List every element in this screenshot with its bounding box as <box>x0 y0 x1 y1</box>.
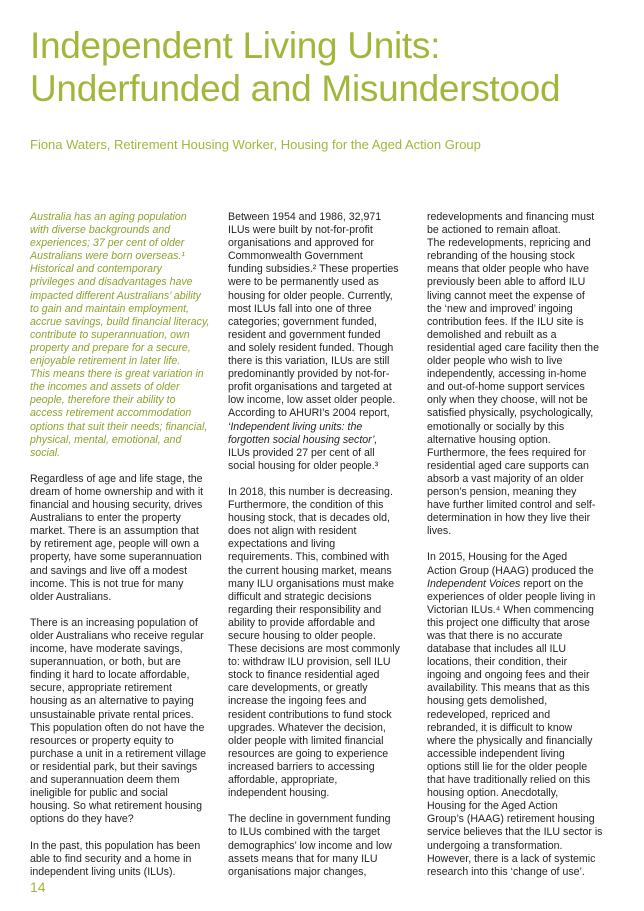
text-line: According to AHURI’s 2004 report, <box>228 407 390 420</box>
text-line: the incomes and assets of older <box>30 381 180 394</box>
text-line: funding subsidies.² These properties <box>228 263 399 276</box>
text-line: social. <box>30 446 61 459</box>
text-line: older people with limited financial <box>228 734 384 747</box>
text-line: Historical and contemporary <box>30 263 162 276</box>
text-line: older people who wish to live <box>427 355 563 368</box>
text-line: independently, accessing in-home <box>427 368 587 381</box>
body-paragraph <box>427 211 612 538</box>
text-line: This means there is great variation in <box>30 368 204 381</box>
text-line: Australians to enter the property <box>30 512 181 525</box>
text-line: determination in how they live their <box>427 512 591 525</box>
text-line: ILUs provided 27 per cent of all <box>228 446 375 459</box>
text-line: options that suit their needs; financial, <box>30 420 208 433</box>
text-line: low income, low asset older people. <box>228 394 396 407</box>
text-line: person’s pension, meaning they <box>427 485 577 498</box>
text-line: able to find security and a home in <box>30 852 192 865</box>
text-line: people, therefore their ability to <box>30 394 176 407</box>
text-line: and superannuation deem them <box>30 774 180 787</box>
body-paragraph <box>427 551 612 878</box>
text-line: Action Group (HAAG) produced the <box>427 564 594 577</box>
text-line: housing stock, that is decades old, <box>228 512 390 525</box>
text-line: housing. So what retirement housing <box>30 800 202 813</box>
text-line: dream of home ownership and with it <box>30 485 204 498</box>
text-line: resources or property equity to <box>30 734 174 747</box>
text-line: only when they choose, will not be <box>427 394 588 407</box>
text-line: financial and housing security, drives <box>30 499 203 512</box>
text-line: or residential park, but their savings <box>30 760 198 773</box>
text-line: forgotten social housing sector’, <box>228 433 378 446</box>
intro-paragraph <box>30 211 210 460</box>
text-line: Commonwealth Government <box>228 250 363 263</box>
text-line: ingoing and ongoing fees and their <box>427 669 590 682</box>
text-line: residential aged care facility then the <box>427 341 599 354</box>
text-line: Furthermore, the fees required for <box>427 446 586 459</box>
text-line: database that includes all ILU <box>427 643 566 656</box>
text-line: contribution fees. If the ILU site is <box>427 315 584 328</box>
text-line: housing gets demolished, <box>427 695 548 708</box>
text-line: locations, their condition, their <box>427 656 568 669</box>
body-paragraph <box>228 813 408 878</box>
text-line: housing option. Anecdotally, <box>427 787 559 800</box>
text-line: regarding their responsibility and <box>228 603 382 616</box>
text-line: undergoing a transformation. <box>427 839 563 852</box>
text-line: affordable, appropriate, <box>228 774 338 787</box>
text-line: increase the ingoing fees and <box>228 695 367 708</box>
text-line: absorb a vast majority of an older <box>427 472 584 485</box>
text-line: In 2018, this number is decreasing. <box>228 485 393 498</box>
text-line: the ‘new and improved’ ingoing <box>427 302 573 315</box>
text-line: Between 1954 and 1986, 32,971 <box>228 211 382 223</box>
text-line: that have traditionally relied on this <box>427 774 591 787</box>
text-line: means that older people who have <box>427 263 589 276</box>
text-line: options still lie for the older people <box>427 760 588 773</box>
text-line: Australia has an aging population <box>30 211 187 223</box>
text-line: older Australians who receive regular <box>30 630 204 642</box>
text-line: increased barriers to accessing <box>228 760 375 773</box>
text-line: This population often do not have the <box>30 721 205 734</box>
text-line: physical, mental, emotional, and <box>30 433 182 446</box>
text-line: Housing for the Aged Action <box>427 800 558 813</box>
text-line: housing as an alternative to paying <box>30 695 194 708</box>
title-line-1: Independent Living Units: <box>30 25 441 66</box>
text-line: finding it hard to locate affordable, <box>30 669 190 682</box>
text-line: Regardless of age and life stage, the <box>30 472 203 485</box>
text-line: Australians were born overseas.¹ <box>30 250 185 263</box>
page-number: 14 <box>30 879 46 895</box>
text-line: property, have some superannuation <box>30 551 202 564</box>
body-paragraph <box>228 486 408 800</box>
text-line: living cannot meet the expense of <box>427 289 585 302</box>
text-line: These decisions are most commonly <box>228 643 400 656</box>
text-line: this project one difficulty that arose <box>427 616 590 629</box>
text-line: residential aged care supports can <box>427 459 589 472</box>
body-paragraph <box>30 840 210 879</box>
text-line: to gain and maintain employment, <box>30 302 189 315</box>
text-line: accessible independent living <box>427 747 565 760</box>
text-line: predominantly provided by not-for- <box>228 368 390 381</box>
text-column-1 <box>30 211 210 879</box>
text-line: and out-of-home support services <box>427 381 585 394</box>
text-line: care developments, or greatly <box>228 682 368 695</box>
text-line: to ILUs combined with the target <box>228 826 380 839</box>
text-line: lives. <box>427 525 452 538</box>
text-line: ability to provide affordable and <box>228 616 376 629</box>
text-line: independent housing. <box>228 787 330 800</box>
text-line: emotionally or socially by this <box>427 420 565 433</box>
text-line: However, there is a lack of systemic <box>427 852 596 865</box>
text-line: availability. This means that as this <box>427 682 590 695</box>
body-paragraph <box>30 617 210 827</box>
text-line: Furthermore, the condition of this <box>228 499 384 512</box>
text-line: market. There is an assumption that <box>30 525 199 538</box>
text-line: social housing for older people.³ <box>228 459 379 472</box>
text-line: In the past, this population has been <box>30 839 201 852</box>
text-line: superannuation, or both, but are <box>30 656 181 669</box>
article-title <box>30 24 630 110</box>
text-line: demographics’ low income and low <box>228 839 392 852</box>
text-line: rebranding of the housing stock <box>427 250 575 263</box>
title-line-2: Underfunded and Misunderstood <box>30 68 561 109</box>
text-line: rebranded, it is difficult to know <box>427 721 573 734</box>
text-line: privileges and disadvantages have <box>30 276 193 289</box>
text-line: secure, appropriate retirement <box>30 682 172 695</box>
text-column-2 <box>228 211 408 879</box>
text-line: and savings and live off a modest <box>30 564 188 577</box>
text-line: ‘Independent living units: the <box>228 420 363 433</box>
text-line: many ILU organisations must make <box>228 577 395 590</box>
text-line: options do they have? <box>30 813 134 826</box>
text-column-3 <box>427 211 612 879</box>
text-line: redeveloped, repriced and <box>427 708 551 721</box>
author-byline: Fiona Waters, Retirement Housing Worker, Housing for the Aged Action Group <box>30 137 481 152</box>
text-line: to: withdraw ILU provision, sell ILU <box>228 656 391 669</box>
body-paragraph <box>228 211 408 473</box>
text-line: enjoyable retirement in later life. <box>30 355 181 368</box>
text-line: difficult and strategic decisions <box>228 590 372 603</box>
text-line: be actioned to remain afloat. <box>427 224 561 237</box>
text-line: previously been able to afford ILU <box>427 276 586 289</box>
text-line: service believes that the ILU sector is <box>427 826 603 839</box>
text-line: were to be permanently used as <box>228 276 379 289</box>
text-line: ILUs were built by not-for-profit <box>228 224 373 237</box>
text-line: profit organisations and targeted at <box>228 381 392 394</box>
text-line: purchase a unit in a retirement village <box>30 747 207 760</box>
text-line: access retirement accommodation <box>30 407 192 420</box>
text-line: resident and government funded <box>228 328 381 341</box>
text-line: assets means that for many ILU <box>228 852 378 865</box>
text-line: categories; government funded, <box>228 315 377 328</box>
text-line: expectations and living <box>228 538 336 551</box>
text-line: experiences; 37 per cent of older <box>30 237 185 250</box>
text-line: accrue savings, build financial literacy, <box>30 315 210 328</box>
text-line: There is an increasing population of <box>30 616 198 629</box>
text-line: where the physically and financially <box>427 734 593 747</box>
body-paragraph <box>30 473 210 604</box>
text-line: redevelopments and financing must <box>427 211 595 223</box>
text-line: have further limited control and self- <box>427 499 596 512</box>
text-line: experiences of older people living in <box>427 590 596 603</box>
text-line: most ILUs fall into one of three <box>228 302 372 315</box>
text-line: The redevelopments, repricing and <box>427 237 591 250</box>
text-line: ineligible for public and social <box>30 787 168 800</box>
text-line: satisfied physically, psychologically, <box>427 407 594 420</box>
text-line: by retirement age, people will own a <box>30 538 200 551</box>
text-line: demolished and rebuilt as a <box>427 328 557 341</box>
text-line: older Australians. <box>30 590 112 603</box>
text-line: unsustainable private rental prices. <box>30 708 194 721</box>
text-line: resident contributions to fund stock <box>228 708 392 721</box>
text-line: there is this variation, ILUs are still <box>228 355 390 368</box>
text-line: contribute to superannuation, own <box>30 328 190 341</box>
text-line: Independent Voices report on the <box>427 577 584 590</box>
text-line: independent living units (ILUs). <box>30 865 176 878</box>
text-line: resources are going to experience <box>228 747 389 760</box>
text-line: was that there is no accurate <box>427 630 563 642</box>
text-line: income, have moderate savings, <box>30 643 183 656</box>
text-line: the current housing market, means <box>228 564 392 577</box>
text-line: alternative housing option. <box>427 433 551 446</box>
text-line: research into this ‘change of use’. <box>427 865 585 878</box>
text-line: secure housing to older people. <box>228 630 376 642</box>
text-line: Group’s (HAAG) retirement housing <box>427 813 595 826</box>
text-line: requirements. This, combined with <box>228 551 390 564</box>
text-line: organisations and approved for <box>228 237 375 250</box>
text-line: does not align with resident <box>228 525 357 538</box>
text-line: and solely resident funded. Though <box>228 341 394 354</box>
text-line: income. This is not true for many <box>30 577 184 590</box>
text-line: with diverse backgrounds and <box>30 224 171 237</box>
text-line: property and prepare for a secure, <box>30 341 191 354</box>
text-line: stock to finance residential aged <box>228 669 380 682</box>
text-line: housing for older people. Currently, <box>228 289 393 302</box>
text-line: impacted different Australians’ ability <box>30 289 201 302</box>
text-line: upgrades. Whatever the decision, <box>228 721 386 734</box>
text-line: organisations major changes, <box>228 865 367 878</box>
text-line: The decline in government funding <box>228 813 391 826</box>
text-line: Victorian ILUs.⁴ When commencing <box>427 603 594 616</box>
text-line: In 2015, Housing for the Aged <box>427 551 568 564</box>
